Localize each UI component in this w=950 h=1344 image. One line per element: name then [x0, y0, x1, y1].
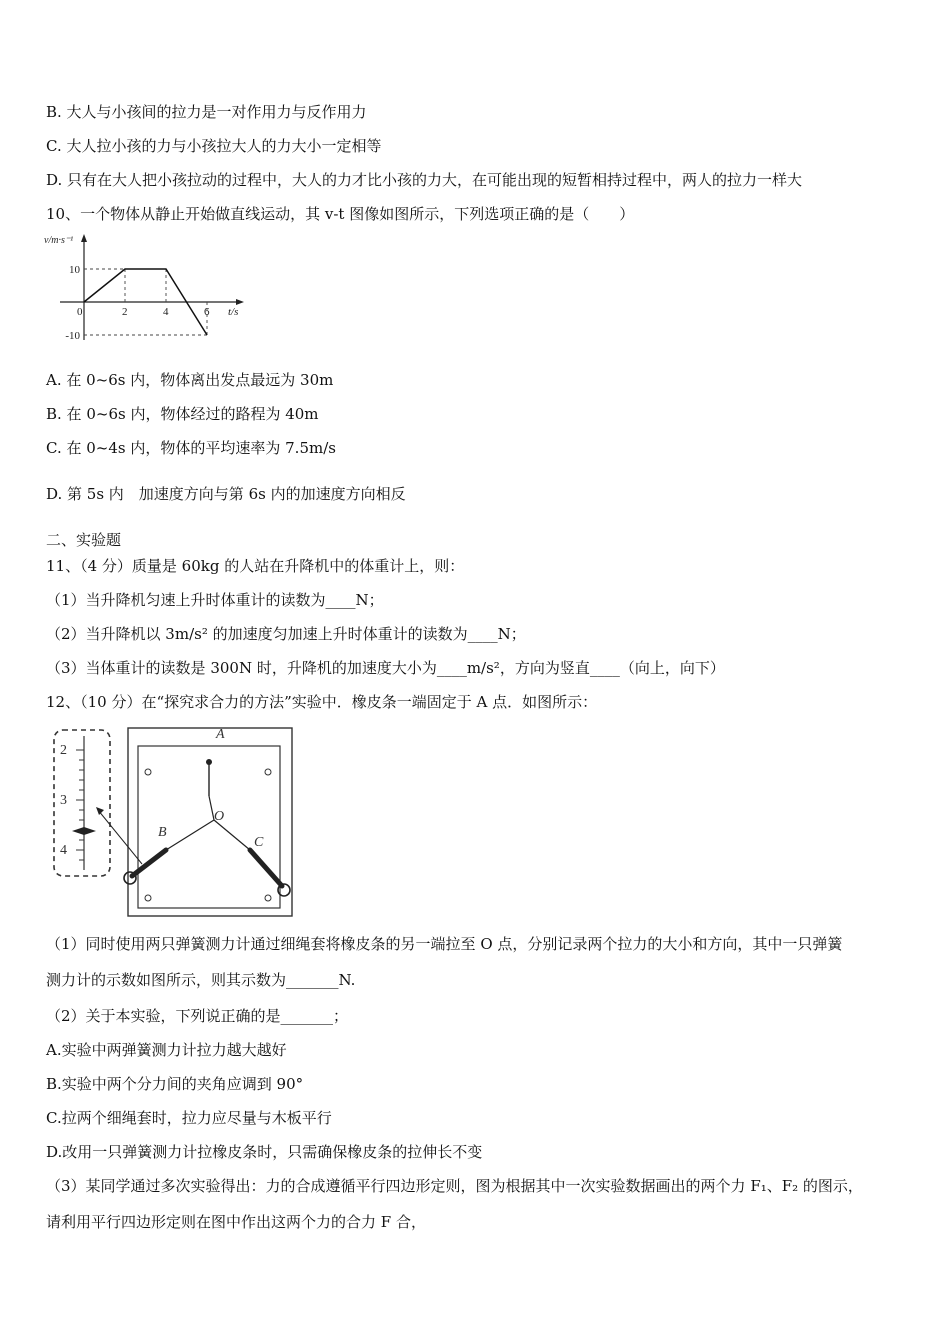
spring-scale-c [250, 850, 282, 886]
label-b: B [158, 825, 167, 840]
vt-graph [40, 228, 260, 348]
scale-pointer [72, 827, 96, 835]
x-tick-label: 2 [122, 306, 128, 318]
q9-option-d: D. 只有在大人把小孩拉动的过程中，大人的力才比小孩的力大，在可能出现的短暂相持过程中，两人的拉力一样大 [46, 171, 803, 189]
x-tick-label: 4 [163, 306, 169, 318]
q12-part-3-line-1: （3）某同学通过多次实验得出：力的合成遵循平行四边形定则，图为根据其中一次实验数据画出的两个力 F₁、F₂ 的图示， [46, 1177, 863, 1195]
q12-part-2: （2）关于本实验，下列说正确的是_______； [46, 1007, 349, 1025]
q10-option-c: C. 在 0~4s 内，物体的平均速率为 7.5m/s [46, 439, 336, 457]
q11-part-3: （3）当体重计的读数是 300N 时，升降机的加速度大小为____m/s²，方向为竖直____（向上，向下） [46, 659, 725, 677]
y-tick-label: 10 [69, 264, 80, 276]
spring-scale-detail [54, 730, 110, 876]
q11-stem: 11、（4 分）质量是 60kg 的人站在升降机中的体重计上，则： [46, 557, 465, 575]
q10-option-b: B. 在 0~6s 内，物体经过的路程为 40m [46, 405, 319, 423]
y-axis-arrow [81, 234, 87, 242]
q10-option-a: A. 在 0~6s 内，物体离出发点最远为 30m [46, 371, 334, 389]
q11-part-2: （2）当升降机以 3m/s² 的加速度匀加速上升时体重计的读数为____N； [46, 625, 526, 643]
q10-option-d: D. 第 5s 内 加速度方向与第 6s 内的加速度方向相反 [46, 485, 406, 503]
q12-option-c: C.拉两个细绳套时，拉力应尽量与木板平行 [46, 1109, 332, 1127]
scale-label-3: 3 [60, 793, 67, 808]
q12-part-3-line-2: 请利用平行四边形定则在图中作出这两个力的合力 F 合， [46, 1213, 426, 1231]
q9-option-b: B. 大人与小孩间的拉力是一对作用力与反作用力 [46, 103, 367, 121]
q12-option-b: B.实验中两个分力间的夹角应调到 90° [46, 1075, 304, 1093]
label-o: O [214, 809, 225, 824]
q12-option-a: A.实验中两弹簧测力计拉力越大越好 [46, 1041, 287, 1059]
section-heading-experiment: 二、实验题 [46, 531, 122, 549]
q11-part-1: （1）当升降机匀速上升时体重计的读数为____N； [46, 591, 384, 609]
y-axis-label: v/m·s⁻¹ [44, 235, 74, 246]
x-tick-label: 0 [77, 306, 83, 318]
q12-option-d: D.改用一只弹簧测力计拉橡皮条时，只需确保橡皮条的拉伸长不变 [46, 1143, 483, 1161]
y-tick-label: -10 [65, 330, 80, 342]
x-tick-label: 6 [204, 306, 210, 318]
scale-label-2: 2 [60, 743, 67, 758]
x-axis-label: t/s [228, 306, 239, 318]
q9-option-c: C. 大人拉小孩的力与小孩拉大人的力大小一定相等 [46, 137, 382, 155]
q12-part-1-line-2: 测力计的示数如图所示，则其示数为_______N. [46, 971, 356, 989]
scale-label-4: 4 [60, 843, 67, 858]
q12-stem: 12、（10 分）在“探究求合力的方法”实验中．橡皮条一端固定于 A 点．如图所示： [46, 693, 598, 711]
label-a: A [216, 727, 225, 742]
spring-scale-b [132, 850, 166, 876]
experiment-figure [46, 724, 306, 924]
q12-part-1-line-1: （1）同时使用两只弹簧测力计通过细绳套将橡皮条的另一端拉至 O 点，分别记录两个拉力的大小和方向，其中一只弹簧 [46, 935, 843, 953]
x-axis-arrow [236, 299, 244, 305]
q10-stem: 10、一个物体从静止开始做直线运动，其 v-t 图像如图所示，下列选项正确的是（ ） [46, 205, 635, 223]
label-c: C [254, 835, 264, 850]
